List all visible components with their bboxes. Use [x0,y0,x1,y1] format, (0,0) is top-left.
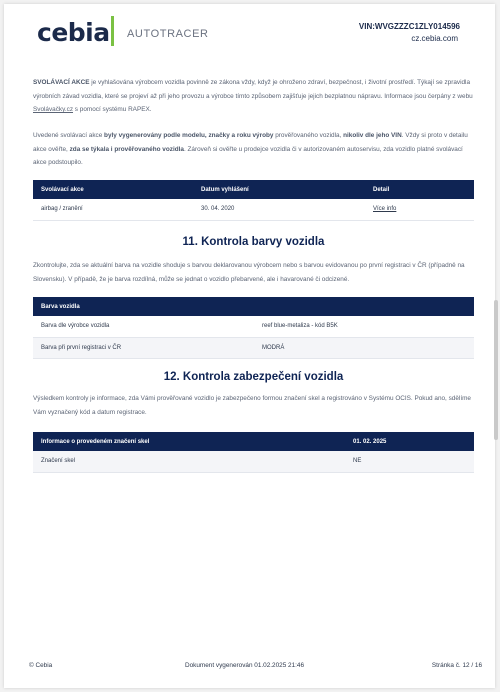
security-section [33,371,474,383]
recall-intro-text: je vyhlašována výrobcem vozidla povinně ze zákona vždy, když je ohroženo zdraví, bezpečnost, i životní prostředí. Týkají se zpravidla výrobních závad vozidla, které se projeví až při jeho provozu a výrobce tímto způsobem zajišťuje jejich bezplatnou nápravu. Informace jsou čerpány z webu [33,79,473,100]
security-table-header [33,432,474,451]
note-part: . Vždy si proto v detailu akce ověřte, [33,132,468,153]
scrollbar-thumb[interactable] [494,300,498,440]
recall-note [33,129,474,170]
security-description [33,392,474,419]
color-value: reef blue-metaliza - kód B5K [254,316,474,337]
svolavacky-link[interactable]: Svolávačky.cz [33,106,74,113]
vin-label: VIN:WVGZZZC1ZLY014596 [358,22,460,31]
color-section [33,236,474,248]
page-number: Stránka č. 12 / 16 [431,662,482,669]
note-strong: zda se týkala i prověřovaného vozidla [69,145,184,153]
note-part: Uvedené svolávací akce [33,132,105,139]
color-title: 11. Kontrola barvy vozidla [182,236,325,248]
recall-note-text [33,129,474,170]
recall-table-header [33,180,474,199]
color-table-title: Barva vozidla [33,297,474,316]
security-text: Výsledkem kontroly je informace, zda Vámi prověřované vozidlo je zabezpečeno formou značení skel a registrováno v Systému OCIS. Pokud ano, sdělíme Vám vyznačený kód a datum registrace. [33,395,471,416]
color-description [33,259,474,286]
color-label: Barva dle výrobce vozidla [33,316,254,337]
col-detail: Detail [365,180,474,199]
copyright: © Cebia [29,662,53,669]
table-row [33,337,474,358]
logo-divider [111,16,114,46]
color-table [33,297,474,359]
col-marking-info: Informace o provedeném značení skel [33,432,345,451]
table-row [33,199,474,220]
table-row [33,451,474,472]
security-title: 12. Kontrola zabezpečení vozidla [163,371,344,383]
recall-detail-link[interactable]: Více info [365,199,474,220]
cebia-logo: cebia [37,18,110,47]
recall-intro-end: s pomocí systému RAPEX. [73,106,152,113]
note-part: . Zároveň si ověřte u prodejce vozidla či v autorizovaném autoservisu, zda vozidlo platné svolávací akce podstoupilo. [33,145,463,166]
recall-table [33,180,474,221]
note-strong: byly vygenerovány podle modelu, značky a roku výroby [104,132,274,139]
color-value: MODRÁ [254,337,474,358]
recall-term: SVOLÁVACÍ AKCE [33,79,90,86]
color-text: Zkontrolujte, zda se aktuální barva na vozidle shoduje s barvou deklarovanou výrobcem nebo s barvou evidovanou po první registraci v ČR (případně na Slovensku). V případě, že je barva rozdílná, může se jednat o vozidlo přebarvené, ale i havarované či odcizené. [33,262,465,283]
table-row [33,316,474,337]
report-page [4,4,495,688]
recall-intro [33,76,474,117]
recall-section [33,76,474,117]
marking-value: NE [345,451,474,472]
color-table-header [33,297,474,316]
marking-label: Značení skel [33,451,345,472]
col-date: Datum vyhlášení [193,180,365,199]
color-label: Barva při první registraci v ČR [33,337,254,358]
recall-date: 30. 04. 2020 [193,199,365,220]
note-part: prověřovaného vozidla, [273,132,344,139]
note-strong: nikoliv dle jeho VIN [343,132,402,139]
website-link[interactable]: cz.cebia.com [411,34,458,43]
col-recall: Svolávací akce [33,180,193,199]
col-marking-date: 01. 02. 2025 [345,432,474,451]
product-name: AUTOTRACER [127,28,209,40]
recall-name: airbag / zranění [33,199,193,220]
security-table [33,432,474,473]
generated-date: Dokument vygenerován 01.02.2025 21:46 [185,662,305,669]
report-header [4,4,495,70]
